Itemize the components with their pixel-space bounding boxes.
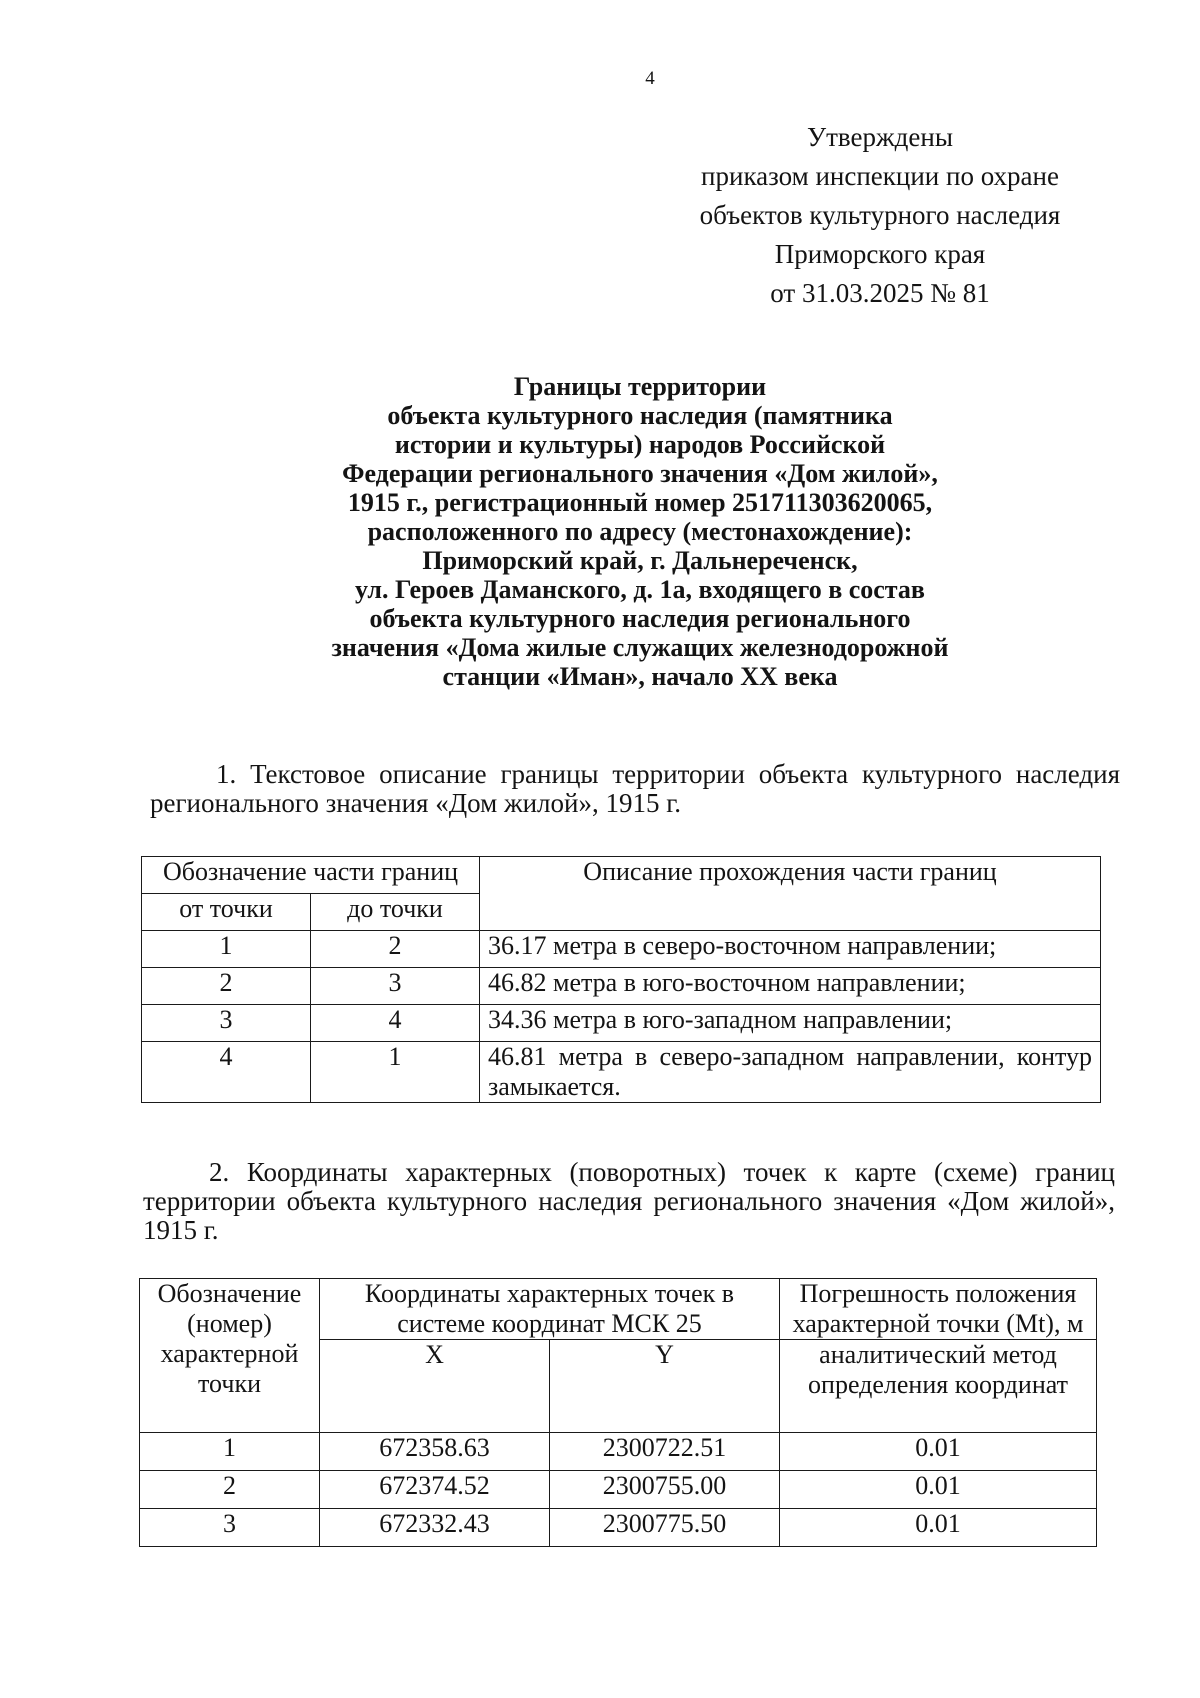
section-1-text: 1. Текстовое описание границы территории объекта культурного наследия регионального значения «Дом жилой», 1915 г. <box>150 759 1120 818</box>
title-line: истории и культуры) народов Российской <box>394 430 886 459</box>
table-row <box>140 1433 1097 1471</box>
table-row <box>142 931 1101 968</box>
cell-error: 0.01 <box>780 1471 1097 1509</box>
title-line: объекта культурного наследия (памятника <box>387 401 893 430</box>
cell-from: 3 <box>142 1005 311 1042</box>
header-method: аналитический метод определения координат <box>780 1340 1097 1433</box>
title-line: станции «Иман», начало XX века <box>442 662 838 691</box>
cell-to: 1 <box>311 1042 480 1103</box>
cell-x: 672374.52 <box>320 1471 550 1509</box>
header-x: X <box>320 1340 550 1433</box>
approval-block <box>670 118 1090 313</box>
approval-line: Утверждены <box>807 122 953 152</box>
header-to-point: до точки <box>311 894 480 931</box>
header-error: Погрешность положения характерной точки (Mt), м <box>780 1279 1097 1340</box>
title-line: ул. Героев Даманского, д. 1а, входящего в состав <box>355 575 925 604</box>
cell-point: 2 <box>140 1471 320 1509</box>
coordinates-table <box>139 1278 1097 1547</box>
header-boundary-parts: Обозначение части границ <box>142 857 480 894</box>
table-row <box>142 968 1101 1005</box>
section-1-paragraph <box>150 760 1120 818</box>
cell-description: 46.82 метра в юго-восточном направлении; <box>480 968 1101 1005</box>
cell-to: 4 <box>311 1005 480 1042</box>
cell-y: 2300755.00 <box>550 1471 780 1509</box>
approval-line: объектов культурного наследия <box>699 200 1061 230</box>
table-row <box>140 1509 1097 1547</box>
cell-x: 672332.43 <box>320 1509 550 1547</box>
cell-description: 34.36 метра в юго-западном направлении; <box>480 1005 1101 1042</box>
cell-x: 672358.63 <box>320 1433 550 1471</box>
cell-from: 4 <box>142 1042 311 1103</box>
cell-error: 0.01 <box>780 1509 1097 1547</box>
approval-line: от 31.03.2025 № 81 <box>770 278 990 308</box>
title-line: Приморский край, г. Дальнереченск, <box>422 546 858 575</box>
cell-y: 2300722.51 <box>550 1433 780 1471</box>
page-number: 4 <box>645 68 655 89</box>
document-title <box>250 372 1030 691</box>
cell-description: 36.17 метра в северо-восточном направлении; <box>480 931 1101 968</box>
cell-to: 2 <box>311 931 480 968</box>
header-from-point: от точки <box>142 894 311 931</box>
cell-to: 3 <box>311 968 480 1005</box>
cell-y: 2300775.50 <box>550 1509 780 1547</box>
boundary-description-table <box>141 856 1101 1103</box>
approval-line: Приморского края <box>774 239 986 269</box>
table-row <box>142 1005 1101 1042</box>
header-point-number: Обозначение (номер) характерной точки <box>140 1279 320 1433</box>
cell-error: 0.01 <box>780 1433 1097 1471</box>
header-y: Y <box>550 1340 780 1433</box>
cell-point: 3 <box>140 1509 320 1547</box>
title-line: значения «Дома жилые служащих железнодорожной <box>331 633 949 662</box>
header-coordinates: Координаты характерных точек в системе координат МСК 25 <box>320 1279 780 1340</box>
section-2-text: 2. Координаты характерных (поворотных) точек к карте (схеме) границ территории объекта культурного наследия регионального значения «Дом жилой», 1915 г. <box>143 1157 1115 1245</box>
cell-from: 1 <box>142 931 311 968</box>
cell-from: 2 <box>142 968 311 1005</box>
table-row <box>140 1471 1097 1509</box>
section-2-paragraph <box>143 1158 1115 1245</box>
table-row <box>142 1042 1101 1103</box>
title-line: расположенного по адресу (местонахождение): <box>367 517 913 546</box>
cell-point: 1 <box>140 1433 320 1471</box>
cell-description: 46.81 метра в северо-западном направлении, контур замыкается. <box>480 1042 1101 1103</box>
title-line: Федерации регионального значения «Дом жилой», <box>342 459 938 488</box>
title-line: Границы территории <box>513 372 767 401</box>
approval-line: приказом инспекции по охране <box>701 161 1059 191</box>
header-description: Описание прохождения части границ <box>480 857 1101 931</box>
title-line: 1915 г., регистрационный номер 251711303620065, <box>347 488 933 517</box>
title-line: объекта культурного наследия регионального <box>369 604 911 633</box>
